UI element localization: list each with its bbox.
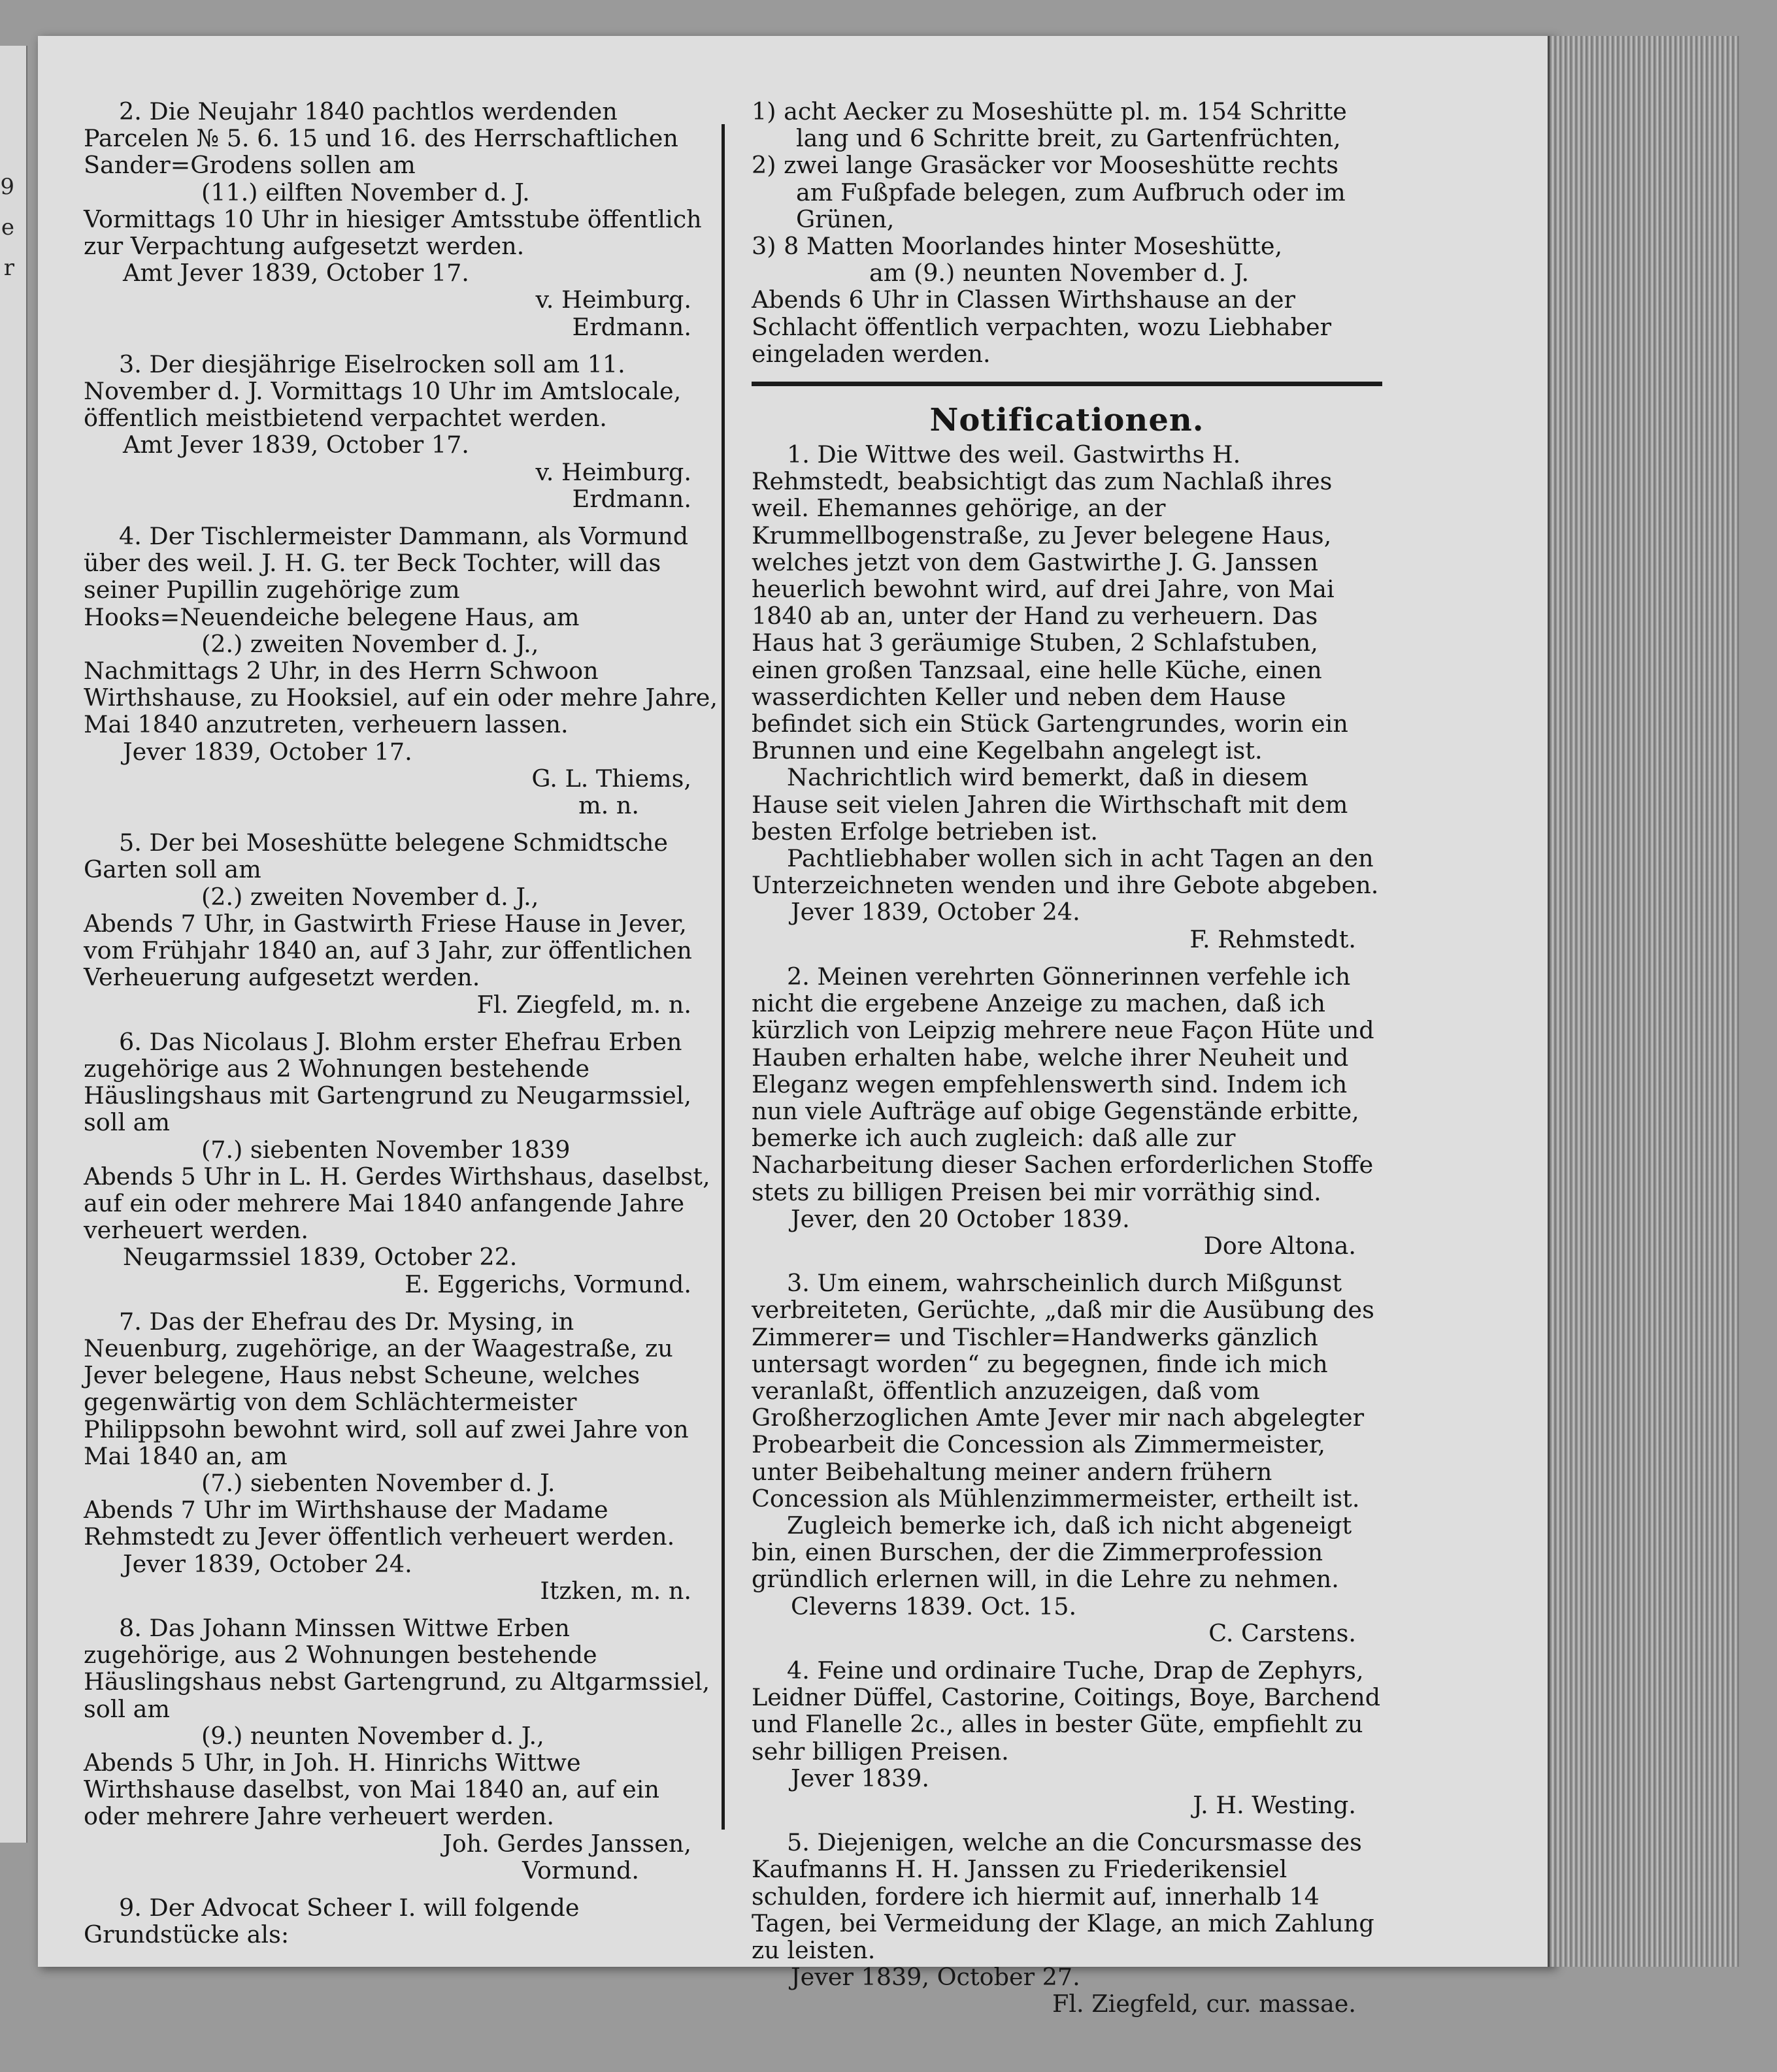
signature-line: Vormund. (522, 1856, 639, 1884)
signature-line: C. Carstens. (1208, 1619, 1356, 1647)
notice-paragraph: Abends 5 Uhr in L. H. Gerdes Wirthshaus, daselbst, auf ein oder mehrere Mai 1840 anfangende Jahre verheuert werden. (84, 1162, 710, 1245)
date-line: (9.) neunten November d. J., (201, 1721, 544, 1750)
notice-paragraph: 4. Der Tischlermeister Dammann, als Vormund über des weil. J. H. G. ter Beck Tochter, will das seiner Pupillin zugehörige zum Hooks=Neuendeiche belegene Haus, am (84, 522, 689, 631)
signature-line: Erdmann. (572, 312, 691, 341)
right-column (752, 98, 1382, 2018)
section-heading: Notificationen. (929, 402, 1204, 439)
signature-line: Itzken, m. n. (540, 1576, 691, 1605)
place-date-line: Jever, den 20 October 1839. (791, 1204, 1130, 1233)
section-rule (752, 382, 1382, 386)
signature-line: F. Rehmstedt. (1189, 925, 1356, 953)
notice-paragraph: 6. Das Nicolaus J. Blohm erster Ehefrau Erben zugehörige aus 2 Wohnungen bestehende Häuslingshaus mit Gartengrund zu Neugarmssiel, soll am (84, 1027, 691, 1137)
notice-paragraph: 2. Meinen verehrten Gönnerinnen verfehle ich nicht die ergebene Anzeige zu machen, daß ich kürzlich von Leipzig mehrere neue Façon Hüte und Hauben erhalten habe, welche ihrer Neuheit und Eleganz wegen empfehlenswerth sind. Indem ich nun viele Aufträge auf obige Gegenstände erbitte, bemerke ich auch zugleich: daß alle zur Nacharbeitung dieser Sachen erforderlichen Stoffe stets zu billigen Preisen bei mir vorräthig sind. (752, 962, 1374, 1206)
notice-paragraph: Abends 5 Uhr, in Joh. H. Hinrichs Wittwe Wirthshause daselbst, von Mai 1840 an, auf ein oder mehrere Jahre verheuert werden. (84, 1748, 659, 1831)
list-item: 2) zwei lange Grasäcker vor Mooseshütte rechts am Fußpfade belegen, zum Aufbruch oder im Grünen, (752, 151, 1346, 233)
date-line: (2.) zweiten November d. J., (201, 629, 539, 658)
left-column (84, 98, 718, 1948)
notice-paragraph: 2. Die Neujahr 1840 pachtlos werdenden Parcelen № 5. 6. 15 und 16. des Herrschaftlichen Sander=Grodens sollen am (84, 97, 678, 180)
notice-paragraph: 7. Das der Ehefrau des Dr. Mysing, in Neuenburg, zugehörige, an der Waagestraße, zu Jever belegene, Haus nebst Scheune, welches gegenwärtig von dem Schlächtermeister Philippsohn bewohnt wird, soll auf zwei Jahre von Mai 1840 an, am (84, 1307, 689, 1470)
notice-paragraph: Abends 6 Uhr in Classen Wirthshause an der Schlacht öffentlich verpachten, wozu Liebhaber eingeladen werden. (752, 286, 1332, 368)
notice-paragraph: Zugleich bemerke ich, daß ich nicht abgeneigt bin, einen Burschen, der die Zimmerprofession gründlich erlernen will, in die Lehre zu nehmen. (752, 1511, 1352, 1594)
notice-paragraph: Nachmittags 2 Uhr, in des Herrn Schwoon Wirthshause, zu Hooksiel, auf ein oder mehre Jahre, Mai 1840 anzutreten, verheuern lassen. (84, 657, 718, 739)
signature-line: v. Heimburg. (535, 286, 691, 314)
place-date-line: Jever 1839, October 24. (791, 898, 1080, 927)
list-item: 3) 8 Matten Moorlandes hinter Moseshütte, (752, 232, 1283, 261)
notice-paragraph: 1. Die Wittwe des weil. Gastwirths H. Rehmstedt, beabsichtigt das zum Nachlaß ihres weil. Ehemannes gehörige, an der Krummellbogenstraße, zu Jever belegene Haus, welches jetzt von dem Gastwirthe J. G. Janssen heuerlich bewohnt wird, auf drei Jahre, von Mai 1840 ab an, unter der Hand zu verheuern. Das Haus hat 3 geräumige Stuben, 2 Schlafstuben, einen großen Tanzsaal, eine helle Küche, einen wasserdichten Keller und neben dem Hause befindet sich ein Stück Gartengrundes, worin ein Brunnen und eine Kegelbahn angelegt ist. (752, 440, 1348, 765)
notice-paragraph: 9. Der Advocat Scheer I. will folgende Grundstücke als: (84, 1894, 580, 1949)
signature-line: J. H. Westing. (1193, 1790, 1356, 1819)
place-date-line: Neugarmssiel 1839, October 22. (123, 1243, 518, 1272)
list-item: 1) acht Aecker zu Moseshütte pl. m. 154 Schritte lang und 6 Schritte breit, zu Gartenfrüchten, (752, 97, 1347, 153)
signature-line: Fl. Ziegfeld, m. n. (476, 990, 691, 1019)
place-date-line: Amt Jever 1839, October 17. (123, 259, 469, 288)
left-page-strip (0, 46, 27, 1843)
notice-paragraph: 4. Feine und ordinaire Tuche, Drap de Zephyrs, Leidner Düffel, Castorine, Coitings, Boye, Barchend und Flanelle 2c., alles in bester Güte, empfiehlt zu sehr billigen Preisen. (752, 1656, 1381, 1766)
place-date-line: Amt Jever 1839, October 17. (123, 431, 469, 459)
notice-paragraph: 5. Der bei Moseshütte belegene Schmidtsche Garten soll am (84, 829, 669, 884)
column-divider (722, 124, 725, 1830)
place-date-line: Jever 1839, October 24. (123, 1549, 412, 1578)
margin-glyph: e (1, 214, 14, 240)
signature-line: E. Eggerichs, Vormund. (405, 1270, 691, 1298)
notice-paragraph: Nachrichtlich wird bemerkt, daß in diesem Hause seit vielen Jahren die Wirthschaft mit dem besten Erfolge betrieben ist. (752, 763, 1348, 846)
notice-paragraph: 3. Der diesjährige Eiselrocken soll am 11. November d. J. Vormittags 10 Uhr im Amtslocale, öffentlich meistbietend verpachtet werden. (84, 350, 682, 433)
left-page-margin-text (0, 167, 14, 288)
notifications-list (752, 441, 1382, 2018)
place-date-line: Cleverns 1839. Oct. 15. (791, 1592, 1077, 1620)
right-column-continuation (752, 98, 1382, 367)
notice-paragraph: Abends 7 Uhr im Wirthshause der Madame Rehmstedt zu Jever öffentlich verheuert werden. (84, 1496, 675, 1551)
notice-paragraph: Vormittags 10 Uhr in hiesiger Amtsstube öffentlich zur Verpachtung aufgesetzt werden. (84, 205, 702, 261)
notice-paragraph: 3. Um einem, wahrscheinlich durch Mißgunst verbreiteten, Gerüchte, „daß mir die Ausübung des Zimmerer= und Tischler=Handwerks gänzlich untersagt worden“ zu begegnen, finde ich mich veranlaßt, öffentlich anzuzeigen, daß vom Großherzoglichen Amte Jever mir nach abgelegter Probearbeit die Concession als Zimmermeister, unter Beibehaltung meiner andern frühern Concession als Mühlenzimmermeister, ertheilt ist. (752, 1269, 1374, 1513)
signature-line: Erdmann. (572, 484, 691, 513)
signature-line: G. L. Thiems, (531, 764, 691, 793)
notice-paragraph: 8. Das Johann Minssen Wittwe Erben zugehörige, aus 2 Wohnungen bestehende Häuslingshaus nebst Gartengrund, zu Altgarmssiel, soll am (84, 1613, 710, 1723)
date-line: (7.) siebenten November 1839 (201, 1135, 571, 1164)
date-line: (7.) siebenten November d. J. (201, 1468, 556, 1497)
place-date-line: Jever 1839, October 27. (791, 1963, 1080, 1992)
place-date-line: Jever 1839, October 17. (123, 737, 412, 766)
page-edges (1548, 36, 1739, 1967)
signature-line: Fl. Ziegfeld, cur. massae. (1052, 1990, 1356, 2018)
notice-paragraph: Abends 7 Uhr, in Gastwirth Friese Hause in Jever, vom Frühjahr 1840 an, auf 3 Jahr, zur öffentlichen Verheuerung aufgesetzt werden. (84, 909, 692, 992)
notice-paragraph: 5. Diejenigen, welche an die Concursmasse des Kaufmanns H. H. Janssen zu Friederikensiel schulden, fordere ich hiermit auf, innerhalb 14 Tagen, bei Vermeidung der Klage, an mich Zahlung zu leisten. (752, 1828, 1374, 1964)
notice-paragraph: Pachtliebhaber wollen sich in acht Tagen an den Unterzeichneten wenden und ihre Gebote abgeben. (752, 844, 1379, 900)
date-line: (11.) eilften November d. J. (201, 178, 530, 206)
signature-line: m. n. (578, 791, 639, 820)
margin-glyph: r (3, 255, 14, 281)
date-line: am (9.) neunten November d. J. (869, 259, 1250, 288)
margin-glyph: 9 (0, 174, 14, 200)
date-line: (2.) zweiten November d. J., (201, 882, 539, 911)
signature-line: Dore Altona. (1203, 1231, 1356, 1260)
signature-line: v. Heimburg. (535, 457, 691, 486)
signature-line: Joh. Gerdes Janssen, (442, 1829, 691, 1858)
place-date-line: Jever 1839. (791, 1764, 929, 1792)
